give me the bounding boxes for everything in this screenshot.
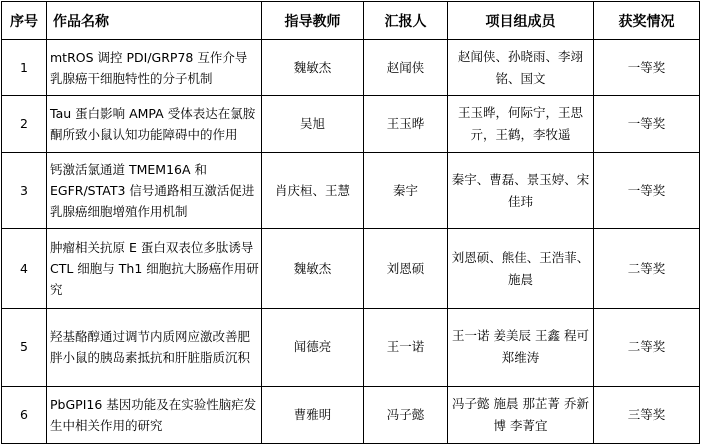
row-members: 赵闻侠、孙晓雨、李翊铭、国文 <box>448 40 594 96</box>
row-presenter: 王玉晔 <box>364 96 448 152</box>
table-row <box>2 152 700 229</box>
row-advisor: 吴旭 <box>262 96 364 152</box>
row-title: 肿瘤相关抗原 E 蛋白双表位多肽诱导 CTL 细胞与 Th1 细胞抗大肠癌作用研究 <box>47 229 262 309</box>
row-advisor: 闻德亮 <box>262 308 364 386</box>
row-award: 一等奖 <box>594 152 700 229</box>
row-award: 二等奖 <box>594 229 700 309</box>
row-members: 冯子懿 施晨 那芷菁 乔新博 李菁宜 <box>448 386 594 443</box>
row-members: 王玉晔，何际宁，王思亓，王鹤，李牧遥 <box>448 96 594 152</box>
row-index: 1 <box>2 40 47 96</box>
row-presenter: 刘恩硕 <box>364 229 448 309</box>
row-members: 秦宇、曹磊、景玉婷、宋佳玮 <box>448 152 594 229</box>
table-row <box>2 40 700 96</box>
row-award: 二等奖 <box>594 308 700 386</box>
row-title: mtROS 调控 PDI/GRP78 互作介导乳腺癌干细胞特性的分子机制 <box>47 40 262 96</box>
row-index: 4 <box>2 229 47 309</box>
header-title: 作品名称 <box>47 2 262 40</box>
table-row <box>2 96 700 152</box>
row-presenter: 赵闻侠 <box>364 40 448 96</box>
header-row <box>2 2 700 40</box>
row-title: 羟基酪醇通过调节内质网应激改善肥胖小鼠的胰岛素抵抗和肝脏脂质沉积 <box>47 308 262 386</box>
row-title: 钙激活氯通道 TMEM16A 和 EGFR/STAT3 信号通路相互激活促进乳腺癌细胞增殖作用机制 <box>47 152 262 229</box>
header-advisor: 指导教师 <box>262 2 364 40</box>
row-presenter: 秦宇 <box>364 152 448 229</box>
row-advisor: 肖庆桓、王慧 <box>262 152 364 229</box>
table-row <box>2 386 700 443</box>
table-row <box>2 308 700 386</box>
header-award: 获奖情况 <box>594 2 700 40</box>
row-award: 一等奖 <box>594 96 700 152</box>
row-advisor: 魏敏杰 <box>262 229 364 309</box>
row-title: PbGPI16 基因功能及在实验性脑疟发生中相关作用的研究 <box>47 386 262 443</box>
row-index: 3 <box>2 152 47 229</box>
row-members: 刘恩硕、熊佳、王浩菲、施晨 <box>448 229 594 309</box>
row-index: 6 <box>2 386 47 443</box>
row-award: 一等奖 <box>594 40 700 96</box>
row-award: 三等奖 <box>594 386 700 443</box>
row-index: 5 <box>2 308 47 386</box>
row-members: 王一诺 姜美辰 王鑫 程可 郑维涛 <box>448 308 594 386</box>
table-row <box>2 229 700 309</box>
header-presenter: 汇报人 <box>364 2 448 40</box>
row-advisor: 曹雅明 <box>262 386 364 443</box>
header-members: 项目组成员 <box>448 2 594 40</box>
row-advisor: 魏敏杰 <box>262 40 364 96</box>
row-index: 2 <box>2 96 47 152</box>
header-index: 序号 <box>2 2 47 40</box>
row-presenter: 王一诺 <box>364 308 448 386</box>
row-presenter: 冯子懿 <box>364 386 448 443</box>
row-title: Tau 蛋白影响 AMPA 受体表达在氯胺酮所致小鼠认知功能障碍中的作用 <box>47 96 262 152</box>
award-table <box>1 1 700 444</box>
